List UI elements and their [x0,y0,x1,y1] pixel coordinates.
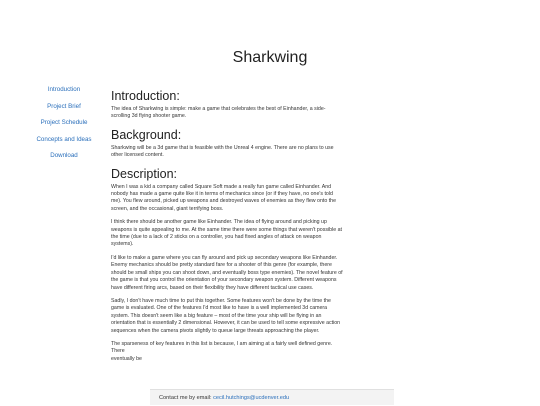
footer-email-link[interactable]: cecil.hutchings@ucdenver.edu [213,395,290,401]
background-paragraph: Sharkwing will be a 3d game that is feasible with the Unreal 4 engine. There are no plans to use other licensed content. [111,144,334,159]
background-section [111,128,343,160]
description-paragraph-5-continued: eventually be [111,355,142,362]
contact-footer [150,389,394,405]
nav-link-project-schedule[interactable]: Project Schedule [40,119,88,126]
background-heading: Background: [111,127,182,142]
description-section [111,167,343,364]
description-paragraph-4: Sadly, I don't have much time to put this together. Some features won't be done by the time the game is evaluated. One of the features I'd most like to have is a well implemented 3d camera system. This doesn't seem like a big feature – most of the time your ship will be flying in an orientation that is essentially 2 dimensional. However, it can be used to tell some expressive action sequences when the camera pivots slightly to queue large threats approaching the player. [111,297,341,334]
side-navigation [28,86,100,169]
description-paragraph-2: I think there should be another game like Einhander. The idea of flying around and picking up weapons is quite appealing to me. At the same time there were some things that weren't possible at the time (due to a lack of 2 sticks on a controller, you had fixed angles of attack on weapon systems). [111,219,342,248]
nav-link-concepts-and-ideas[interactable]: Concepts and Ideas [36,135,92,143]
description-paragraph-1: When I was a kid a company called Square Soft made a really fun game called Einhander. And nobody has made a game quite like it in terms of mechanics since (or if they have, no one's told me). You flew around, picked up weapons and destroyed waves of enemies as they flew onto the screen, and the occasional, giant terrifying boss. [111,183,337,212]
main-content [111,89,343,363]
nav-link-download[interactable]: Download [50,152,78,159]
description-paragraph-5: The sparseness of key features in this list is because, I am aiming at a fairly well defined genre. There [111,340,333,355]
introduction-heading: Introduction: [111,89,180,103]
site-title: Sharkwing [232,49,308,66]
nav-link-introduction[interactable]: Introduction [47,86,81,93]
introduction-paragraph: The idea of Sharkwing is simple: make a game that celebrates the best of Einhander, a side-scrolling 3d flying shooter game. [111,106,326,120]
description-paragraph-3: I'd like to make a game where you can fly around and pick up secondary weapons like Einhander. Enemy mechanics should be pretty standard fare for a shooter of this genre (for example, there should be small ships you can shoot down, and eventually boss type enemies). The novel feature of the game is that you control the orientation of your secondary weapon system. Different weapons have different firing arcs, based on their flexibility they have different tactical use cases. [111,254,343,291]
introduction-section [111,89,343,121]
footer-text: Contact me by email: [159,395,214,401]
nav-link-project-brief[interactable]: Project Brief [47,102,81,110]
description-heading: Description: [111,166,177,181]
